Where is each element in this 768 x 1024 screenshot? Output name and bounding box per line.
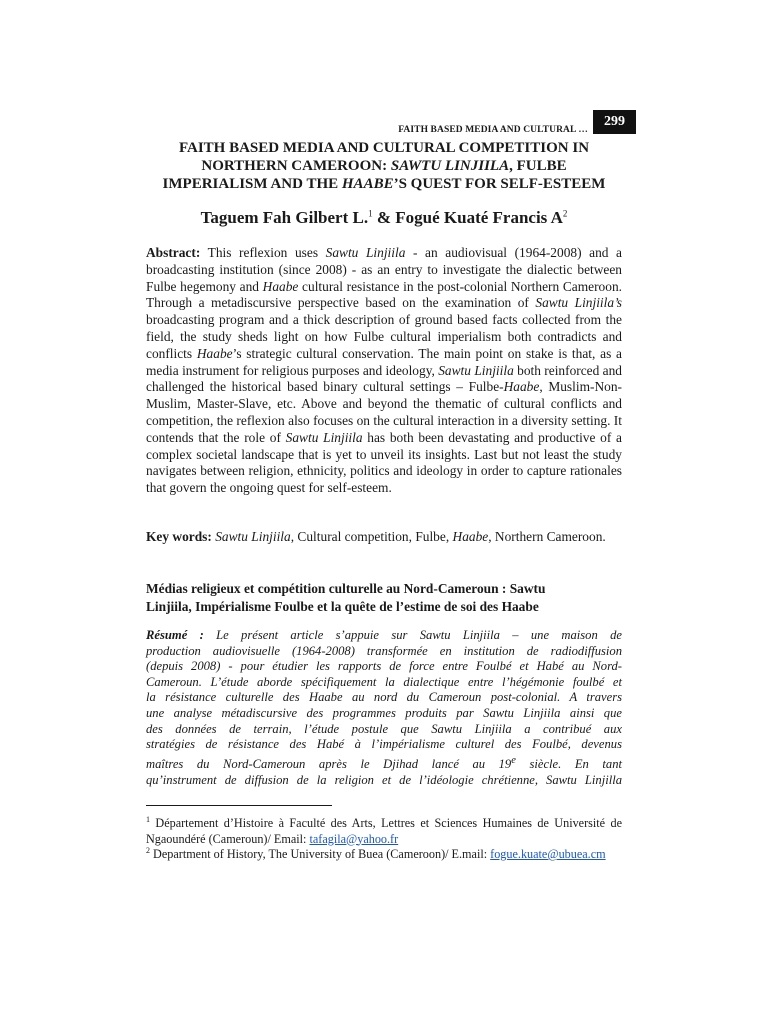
- resume-text: maîtres du Nord-Cameroun après le Djihad lancé au 19: [146, 756, 512, 771]
- abstract-text: , Muslim-Non-Muslim, Master-Slave, etc. Above and beyond the thematic of cultural conflicts and competition, the reflexion also focuses on the cultural interaction in a diversity setting. It contends that the role of: [146, 379, 622, 445]
- resume-paragraph: [146, 628, 622, 788]
- title-segment: IMPERIALISM AND THE: [162, 176, 342, 192]
- footnote-1: [146, 812, 622, 847]
- resume-line: (depuis 2008) - pour étudier les rapports de force entre Foulbé et Habé au Nord-: [146, 659, 622, 674]
- abstract-italic: Sawtu Linjiila: [438, 362, 514, 378]
- abstract-text: has both been devastating and productive of a complex societal landscape that is yet to unveil its insights. Last but not least the study navigates between religion, ethnicity, politics and ideology in order to capture rationales that govern the ongoing quest for self-esteem.: [146, 429, 622, 496]
- abstract-italic: Haabe: [262, 278, 299, 294]
- footnote-text: Department of History, The University of Buea (Cameroon)/ E.mail:: [150, 847, 491, 862]
- resume-superscript: e: [511, 754, 516, 766]
- resume-line: [146, 753, 622, 773]
- abstract-text: - an audiovisual (1964-2008) and a broadcasting institution (since 2008) - as an entry to investigate the dialectic between Fulbe hegemony and: [146, 245, 623, 294]
- resume-line: production audiovisuelle (1964-2008) transformée en institution de radiodiffusion: [146, 643, 622, 658]
- keywords-text: , Northern Cameroon.: [488, 529, 606, 544]
- abstract-italic: Sawtu Linjiila: [285, 429, 363, 445]
- title-line-1: FAITH BASED MEDIA AND CULTURAL COMPETITION IN: [178, 140, 590, 156]
- french-title-line-1: Médias religieux et compétition culturelle au Nord-Cameroun : Sawtu: [146, 581, 546, 596]
- author-2-footnote-mark: 2: [562, 208, 568, 219]
- keywords-italic: Haabe: [452, 529, 489, 544]
- abstract-italic: Sawtu Linjiila: [325, 245, 406, 260]
- keywords-text: , Cultural competition, Fulbe,: [290, 529, 453, 544]
- abstract-label: Abstract:: [146, 245, 201, 260]
- footnote-2: [146, 843, 622, 863]
- footnote-mark: 2: [146, 846, 150, 855]
- authors-line: [146, 208, 622, 228]
- french-title: [146, 580, 622, 616]
- abstract-text: ’s strategic cultural conservation. The main point on stake is that, as a media instrument for religious purposes and ideology,: [146, 345, 622, 378]
- keywords-paragraph: [146, 529, 622, 546]
- page-number: 299: [593, 110, 636, 134]
- title-line-2: [146, 157, 622, 175]
- resume-line: qu’instrument de diffusion de la religion et de l’idéologie chrétienne, Sawtu Linjilla: [146, 772, 622, 787]
- title-segment: ’S QUEST FOR SELF-ESTEEM: [393, 176, 606, 192]
- resume-text: Le présent article s’appuie sur Sawtu Linjiila – une maison de: [216, 628, 622, 642]
- footnote-divider: [146, 805, 332, 806]
- abstract-italic: Sawtu Linjiila’s: [535, 295, 623, 311]
- footnote-mark: 1: [146, 815, 150, 824]
- resume-line: Cameroun. L’étude aborde spécifiquement la dialectique entre l’hégémonie foulbé et: [146, 674, 622, 689]
- author-1: Taguem Fah Gilbert L.: [200, 208, 369, 227]
- author-2: Fogué Kuaté Francis A: [395, 208, 563, 227]
- author-1-footnote-mark: 1: [368, 208, 373, 219]
- footnote-text: Département d’Histoire à Faculté des Arts, Lettres et Sciences Humaines de Université de Ngaoundéré (Cameroun)/ Email:: [146, 816, 622, 846]
- abstract-italic: Haabe: [503, 379, 540, 395]
- title-segment: , FULBE: [509, 158, 567, 174]
- footnote-email-link[interactable]: tafagila@yahoo.fr: [309, 831, 399, 846]
- resume-line: une analyse métadiscursive des programmes produits par Sawtu Linjiila ainsi que: [146, 705, 622, 720]
- abstract-text: broadcasting program and a thick description of ground based facts collected from the field, the study sheds light on how Fulbe cultural imperialism both contradicts and conflicts: [146, 312, 622, 361]
- resume-line: des données de terrain, l’étude postule que Sawtu Linjiila a contribué aux: [146, 721, 622, 736]
- french-title-line-2: Linjiila, Impérialisme Foulbe et la quête de l’estime de soi des Haabe: [146, 599, 539, 614]
- abstract-text: cultural resistance in the post-colonial Northern Cameroon. Through a metadiscursive perspective based on the examination of: [146, 278, 622, 311]
- abstract-italic: Haabe: [196, 345, 233, 361]
- keywords-italic: Sawtu Linjiila: [215, 529, 291, 544]
- article-title: [146, 139, 622, 193]
- running-title: FAITH BASED MEDIA AND CULTURAL …: [398, 125, 588, 135]
- abstract-text: both reinforced and challenged the historical based binary cultural settings – Fulbe-: [146, 362, 622, 395]
- footnote-email-link[interactable]: fogue.kuate@ubuea.cm: [490, 847, 606, 862]
- title-segment-italic: SAWTU LINJIILA: [390, 158, 510, 174]
- abstract-text: This reflexion uses: [200, 245, 326, 260]
- resume-line: la résistance culturelle des Haabe au nord du Cameroun post-colonial. A travers: [146, 690, 622, 705]
- title-segment: NORTHERN CAMEROON:: [201, 158, 391, 174]
- keywords-label: Key words:: [146, 529, 212, 544]
- running-header: [146, 110, 625, 136]
- resume-text: siècle. En tant: [515, 756, 622, 771]
- title-segment-italic: HAABE: [341, 176, 394, 192]
- author-separator: &: [372, 208, 396, 227]
- resume-line: [146, 628, 622, 644]
- abstract-paragraph: [146, 245, 622, 497]
- title-line-3: [146, 175, 622, 193]
- resume-line: stratégies de résistance des Habé à l’impérialisme culturel des Foulbé, devenus: [146, 737, 622, 752]
- resume-label: Résumé :: [146, 628, 204, 642]
